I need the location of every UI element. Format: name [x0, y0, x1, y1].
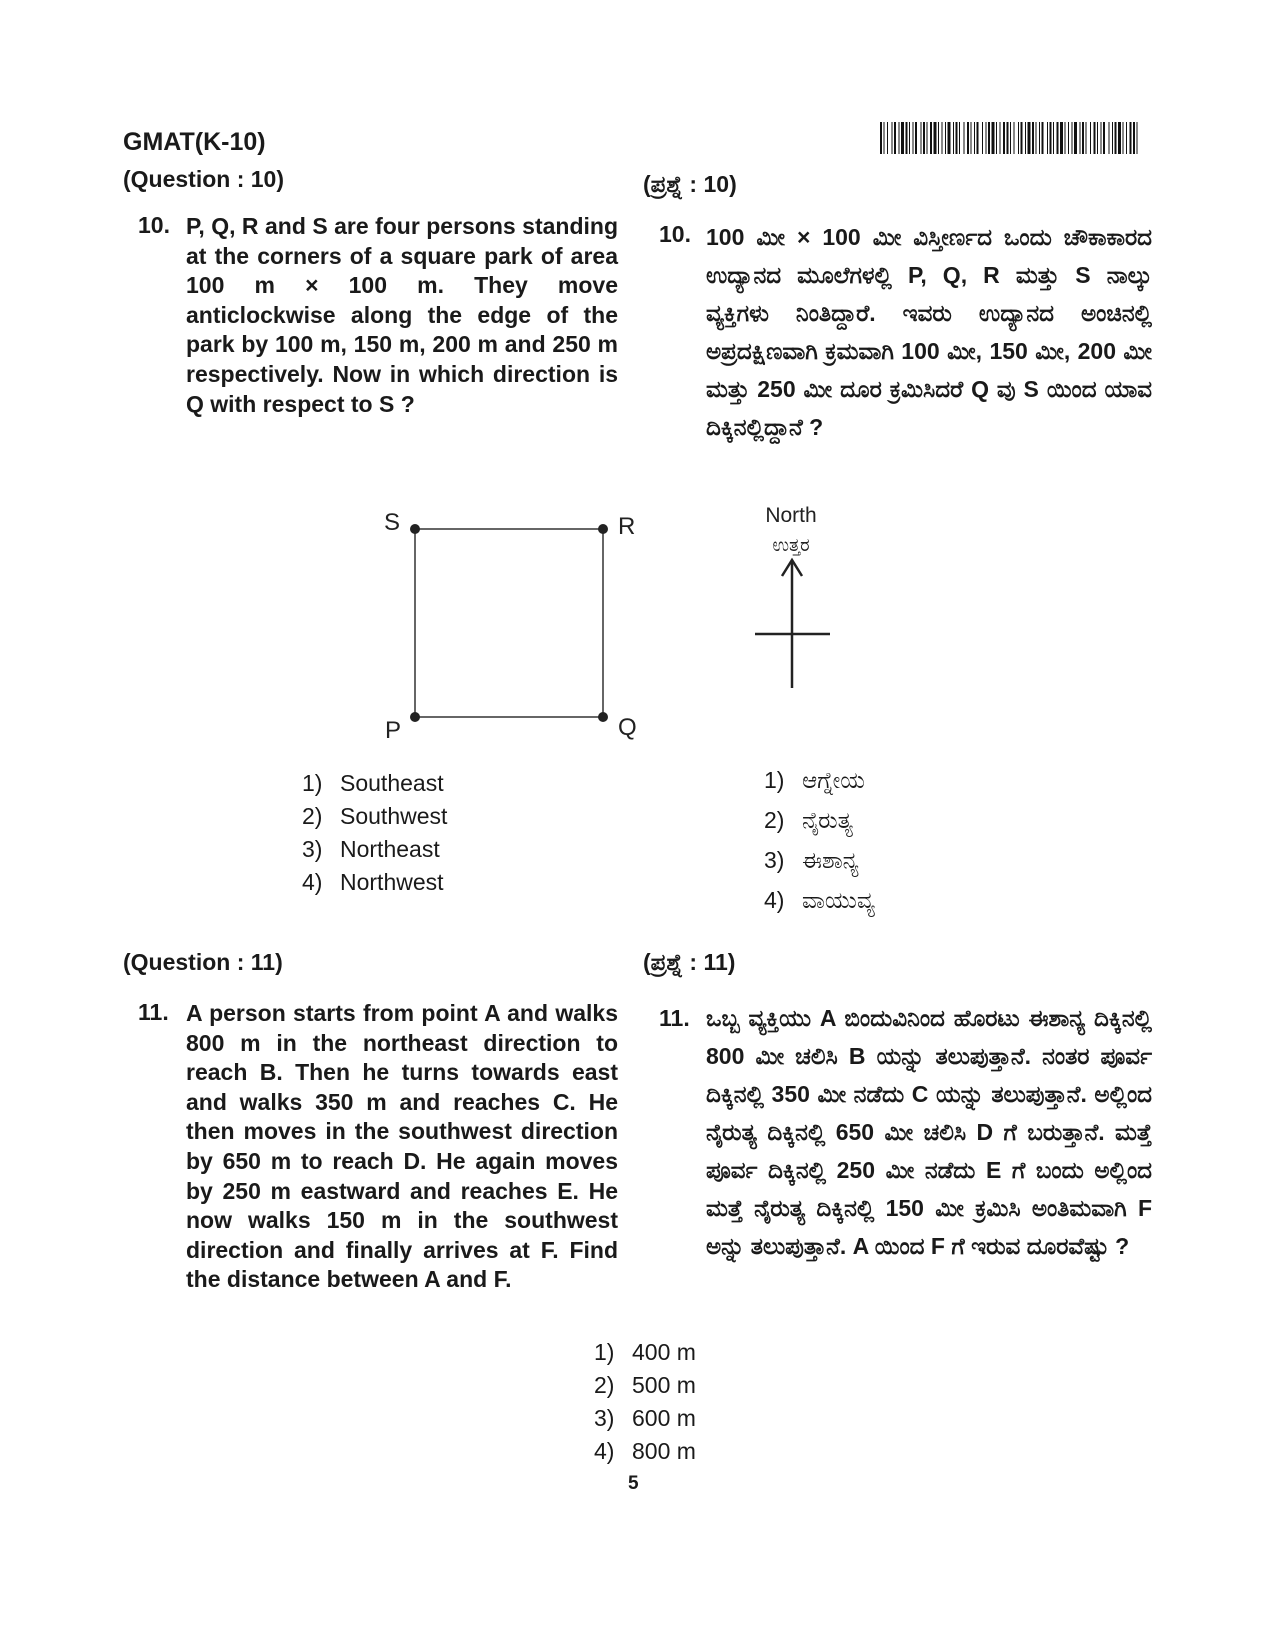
north-label-kannada: ಉತ್ತರ	[772, 535, 810, 555]
corner-p-label: P	[385, 717, 402, 744]
option-1[interactable]: 1) 400 m	[594, 1339, 696, 1365]
option-4[interactable]: 4) 800 m	[594, 1438, 696, 1464]
option-1-kannada[interactable]: 1) ಆಗ್ನೇಯ	[764, 767, 865, 793]
corner-p-point	[410, 712, 420, 722]
question-10-number-kannada: 10.	[659, 221, 691, 247]
question-11-number: 11.	[138, 999, 169, 1025]
question-11-number-kannada: 11.	[659, 1005, 690, 1031]
compass-diagram	[740, 500, 850, 690]
question-11-options	[594, 1339, 696, 1471]
option-2[interactable]: 2) Southwest	[302, 803, 448, 829]
barcode-image	[880, 122, 1140, 154]
question-10-number: 10.	[138, 212, 170, 238]
question-10-text: P, Q, R and S are four persons standing at the corners of a square park of area 100 m × 100 m. They move anticlockwise along the edge of the park by 100 m, 150 m, 200 m and 250 m respectively. Now in which direction is Q with respect to S ?	[186, 213, 618, 417]
option-2-kannada[interactable]: 2) ನೈರುತ್ಯ	[764, 807, 853, 833]
corner-s-label: S	[384, 509, 401, 536]
corner-q-label: Q	[618, 714, 637, 741]
question-11-label-kannada: (ಪ್ರಶ್ನೆ : 11)	[643, 949, 736, 975]
option-2[interactable]: 2) 500 m	[594, 1372, 696, 1398]
question-10-options	[302, 770, 447, 902]
exam-code: GMAT(K-10)	[123, 128, 266, 156]
question-11-text-kannada: ಒಬ್ಬ ವ್ಯಕ್ತಿಯು A ಬಿಂದುವಿನಿಂದ ಹೊರಟು ಈಶಾನ್ಯ ದಿಕ್ಕಿನಲ್ಲಿ 800 ಮೀ ಚಲಿಸಿ B ಯನ್ನು ತಲುಪುತ್ತಾನೆ. ನಂತರ ಪೂರ್ವ ದಿಕ್ಕಿನಲ್ಲಿ 350 ಮೀ ನಡೆದು C ಯನ್ನು ತಲುಪುತ್ತಾನೆ. ಅಲ್ಲಿಂದ ನೈರುತ್ಯ ದಿಕ್ಕಿನಲ್ಲಿ 650 ಮೀ ಚಲಿಸಿ D ಗೆ ಬರುತ್ತಾನೆ. ಮತ್ತೆ ಪೂರ್ವ ದಿಕ್ಕಿನಲ್ಲಿ 250 ಮೀ ನಡೆದು E ಗೆ ಬಂದು ಅಲ್ಲಿಂದ ಮತ್ತೆ ನೈರುತ್ಯ ದಿಕ್ಕಿನಲ್ಲಿ 150 ಮೀ ಕ್ರಮಿಸಿ ಅಂತಿಮವಾಗಿ F ಅನ್ನು ತಲುಪುತ್ತಾನೆ. A ಯಿಂದ F ಗೆ ಇರುವ ದೂರವೆಷ್ಟು ?	[706, 1005, 1152, 1259]
corner-r-label: R	[618, 513, 636, 540]
question-10-label-kannada: (ಪ್ರಶ್ನೆ : 10)	[643, 171, 737, 197]
square-park-diagram	[370, 500, 660, 750]
corner-q-point	[598, 712, 608, 722]
option-3-kannada[interactable]: 3) ಈಶಾನ್ಯ	[764, 847, 859, 873]
corner-r-point	[598, 524, 608, 534]
option-4-kannada[interactable]: 4) ವಾಯುವ್ಯ	[764, 887, 875, 913]
north-label: North	[765, 504, 817, 527]
question-11-text: A person starts from point A and walks 800 m in the northeast direction to reach B. Then he turns towards east and walks 350 m and reaches C. He then moves in the southwest direction by 650 m to reach D. He again moves by 250 m eastward and reaches E. He now walks 150 m in the southwest direction and finally arrives at F. Find the distance between A and F.	[186, 1000, 618, 1293]
option-3[interactable]: 3) 600 m	[594, 1405, 696, 1431]
park-square	[415, 529, 603, 717]
corner-s-point	[410, 524, 420, 534]
question-10-options-kannada	[764, 767, 875, 927]
option-4[interactable]: 4) Northwest	[302, 869, 444, 895]
option-1[interactable]: 1) Southeast	[302, 770, 444, 796]
page-number: 5	[628, 1473, 639, 1494]
option-3[interactable]: 3) Northeast	[302, 836, 440, 862]
question-10-label: (Question : 10)	[123, 166, 285, 192]
question-11-label: (Question : 11)	[123, 949, 283, 975]
question-10-text-kannada: 100 ಮೀ × 100 ಮೀ ವಿಸ್ತೀರ್ಣದ ಒಂದು ಚೌಕಾಕಾರದ ಉದ್ಯಾನದ ಮೂಲೆಗಳಲ್ಲಿ P, Q, R ಮತ್ತು S ನಾಲ್ಕು ವ್ಯಕ್ತಿಗಳು ನಿಂತಿದ್ದಾರೆ. ಇವರು ಉದ್ಯಾನದ ಅಂಚಿನಲ್ಲಿ ಅಪ್ರದಕ್ಷಿಣವಾಗಿ ಕ್ರಮವಾಗಿ 100 ಮೀ, 150 ಮೀ, 200 ಮೀ ಮತ್ತು 250 ಮೀ ದೂರ ಕ್ರಮಿಸಿದರೆ Q ವು S ಯಿಂದ ಯಾವ ದಿಕ್ಕಿನಲ್ಲಿದ್ದಾನೆ ?	[706, 224, 1152, 440]
